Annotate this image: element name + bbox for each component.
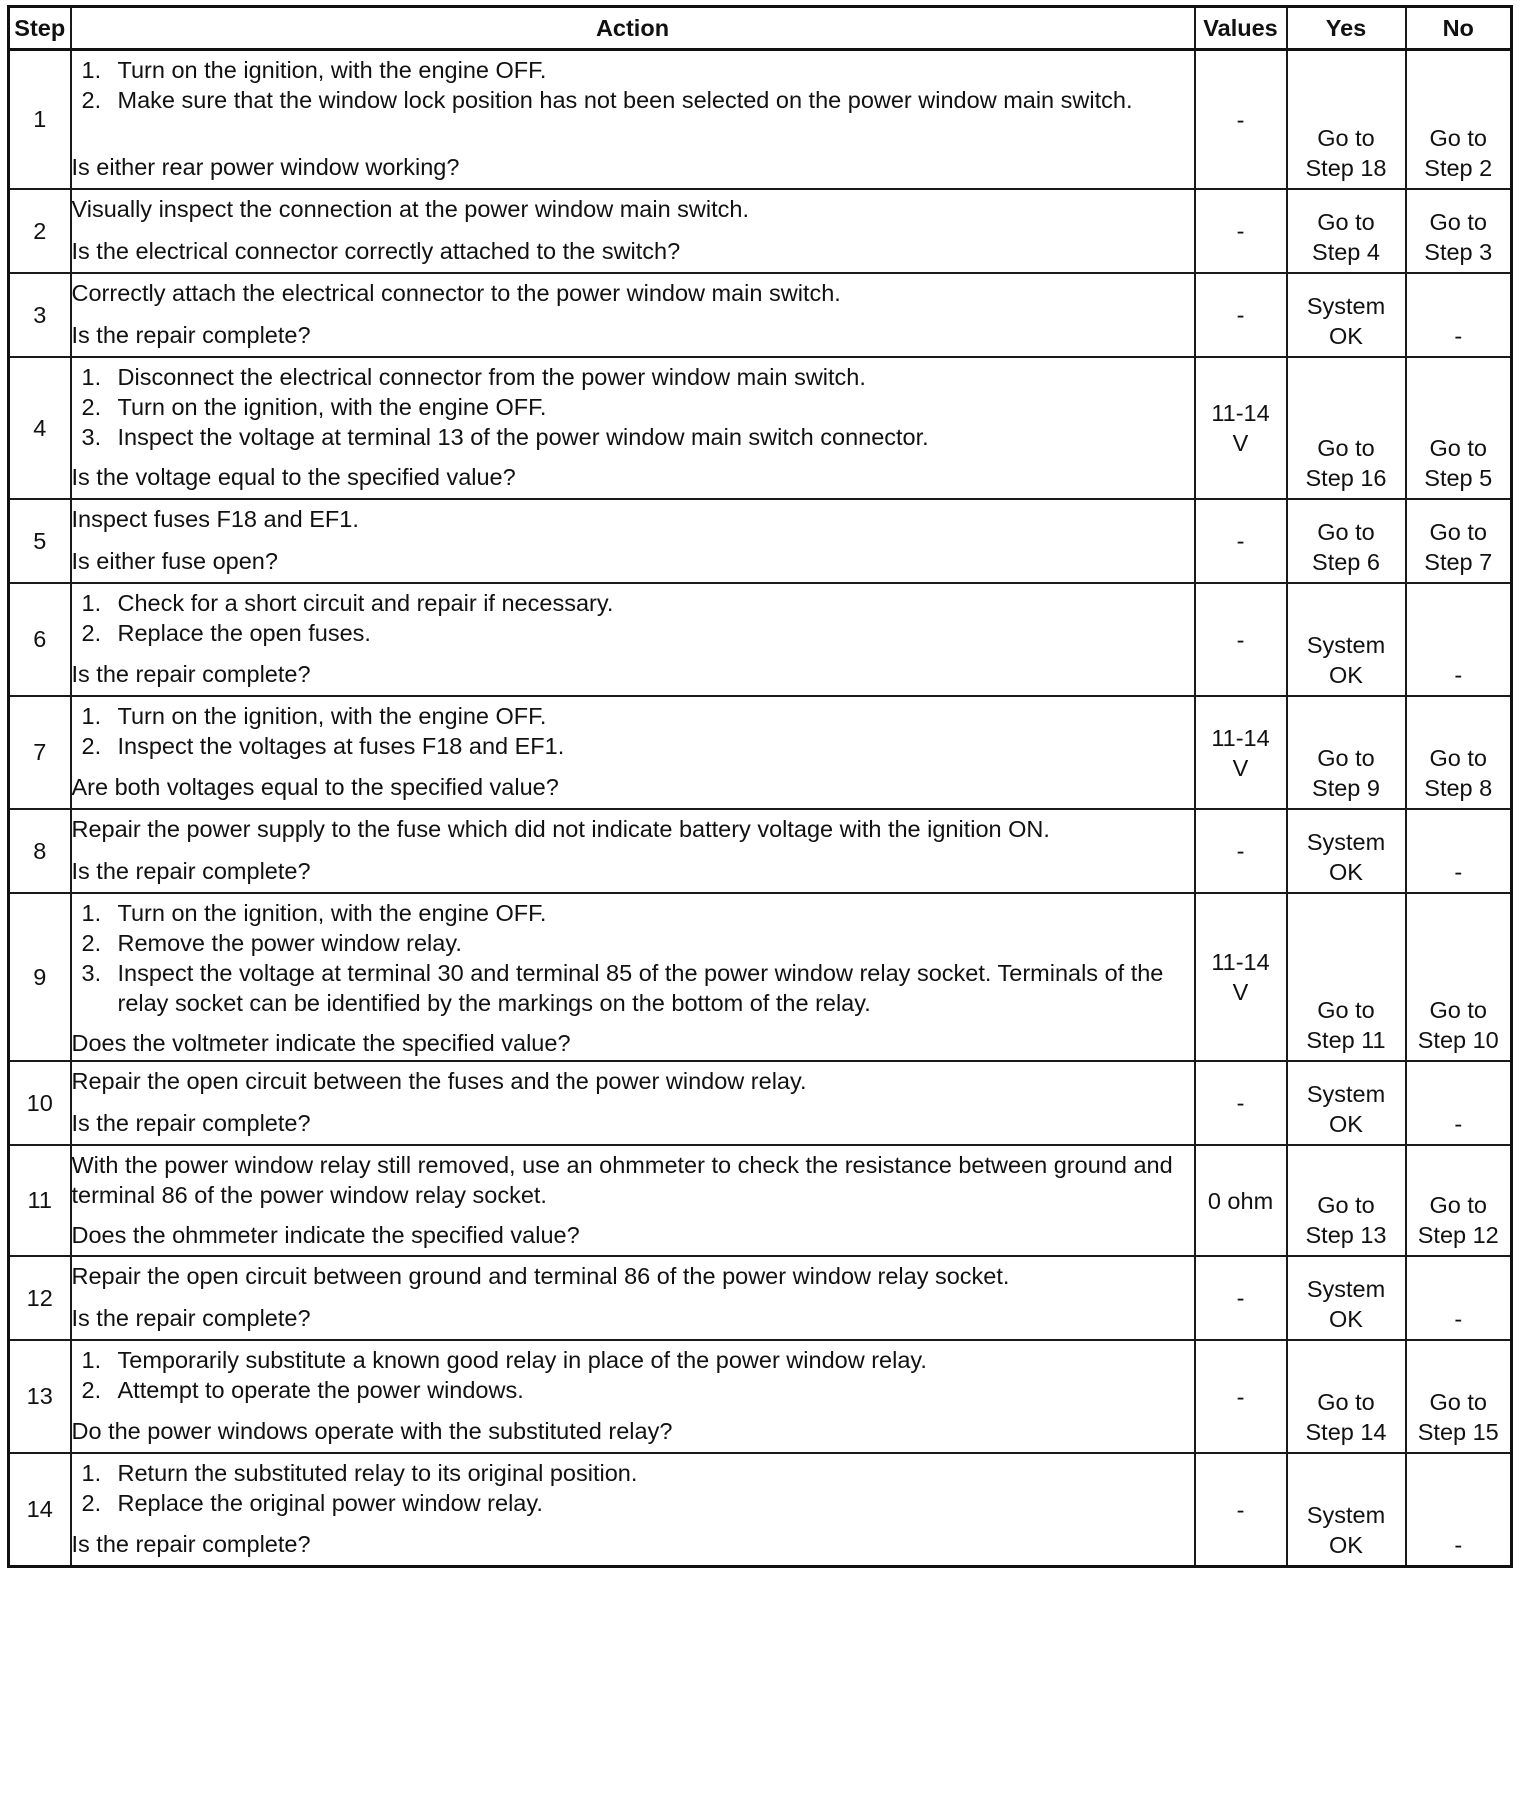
table-row [9,1145,1512,1256]
no-result: - [1454,323,1463,349]
question-text: Is the repair complete? [71,1305,311,1331]
instruction-item: Inspect the voltages at fuses F18 and EF1. [117,733,565,759]
step-number: 12 [9,1256,71,1340]
instruction-text: Repair the power supply to the fuse which did not indicate battery voltage with the ignition ON. [71,816,1050,842]
question-text: Is the voltage equal to the specified value? [71,464,516,490]
yes-cell [1287,1061,1406,1145]
instruction-item: Check for a short circuit and repair if necessary. [117,590,614,616]
table-row [9,809,1512,893]
specified-value: - [1236,626,1245,653]
instruction-list [72,362,1194,452]
action-cell [71,1061,1195,1145]
instruction-item: Replace the open fuses. [117,620,371,646]
instruction-item: Return the substituted relay to its original position. [117,1460,638,1486]
specified-value: 11-14 V [1211,400,1270,456]
instruction-text: Inspect fuses F18 and EF1. [71,506,359,532]
step-number: 8 [9,809,71,893]
step-number: 14 [9,1453,71,1567]
header-yes: Yes [1287,7,1406,50]
yes-cell [1287,1453,1406,1567]
no-cell [1406,1061,1512,1145]
no-cell [1406,809,1512,893]
action-cell [71,189,1195,273]
action-cell [71,809,1195,893]
value-cell [1195,1453,1287,1567]
yes-cell [1287,893,1406,1061]
yes-result: System OK [1306,1081,1386,1137]
header-values: Values [1195,7,1287,50]
step-number: 13 [9,1340,71,1453]
no-result: - [1454,1111,1463,1137]
action-cell [71,1145,1195,1256]
table-row [9,1340,1512,1453]
action-content [72,1454,1194,1565]
step-number: 10 [9,1061,71,1145]
action-instructions [72,1150,1194,1210]
no-result: - [1454,662,1463,688]
yes-result: System OK [1306,1276,1386,1332]
question-text: Is the electrical connector correctly attached to the switch? [71,238,681,264]
no-cell [1406,696,1512,809]
yes-result: System OK [1306,632,1386,688]
table-row [9,583,1512,696]
specified-value: - [1236,528,1245,554]
instruction-item: Turn on the ignition, with the engine OFF. [117,57,547,83]
action-cell [71,1453,1195,1567]
header-no: No [1406,7,1512,50]
table-body [9,50,1512,1567]
diagnostic-table [7,5,1513,1568]
header-step: Step [9,7,71,50]
table-row [9,499,1512,583]
value-cell [1195,809,1287,893]
step-number: 7 [9,696,71,809]
action-content [72,190,1194,272]
action-cell [71,696,1195,809]
yes-cell [1287,499,1406,583]
action-cell [71,583,1195,696]
action-content [72,358,1194,498]
no-result: - [1454,1532,1463,1558]
action-instructions [72,1066,1194,1096]
table-row [9,50,1512,190]
action-content [72,51,1194,188]
yes-cell [1287,273,1406,357]
specified-value: - [1236,106,1245,133]
instruction-item: Attempt to operate the power windows. [117,1377,524,1403]
table-row [9,273,1512,357]
value-cell [1195,1340,1287,1453]
action-instructions [72,814,1194,844]
yes-cell [1287,1145,1406,1256]
step-number: 4 [9,357,71,499]
action-content [72,810,1194,892]
yes-cell [1287,50,1406,190]
no-cell [1406,50,1512,190]
no-cell [1406,583,1512,696]
value-cell [1195,189,1287,273]
step-number: 3 [9,273,71,357]
specified-value: - [1236,838,1245,864]
no-result: - [1454,859,1463,885]
no-result: Go to Step 15 [1417,1389,1499,1445]
step-number: 6 [9,583,71,696]
action-instructions [72,898,1194,1018]
value-cell [1195,499,1287,583]
specified-value: - [1236,1383,1245,1410]
yes-cell [1287,583,1406,696]
action-cell [71,50,1195,190]
value-cell [1195,1061,1287,1145]
value-cell [1195,1256,1287,1340]
yes-cell [1287,357,1406,499]
action-cell [71,893,1195,1061]
no-cell [1406,273,1512,357]
question-text: Is the repair complete? [71,1531,311,1557]
no-cell [1406,189,1512,273]
no-result: Go to Step 7 [1424,519,1493,575]
specified-value: 11-14 V [1211,949,1270,1005]
specified-value: 0 ohm [1207,1187,1274,1214]
question-text: Are both voltages equal to the specified value? [71,774,559,800]
instruction-text: Correctly attach the electrical connector to the power window main switch. [71,280,841,306]
action-instructions [72,362,1194,452]
instruction-item: Inspect the voltage at terminal 30 and terminal 85 of the power window relay socket. Terminals of the relay socket can be identified by the markings on the bottom of the relay. [117,960,1164,1016]
no-cell [1406,1340,1512,1453]
yes-result: System OK [1306,1502,1386,1558]
instruction-list [72,588,1194,648]
yes-result: Go to Step 16 [1305,435,1387,491]
question-text: Is the repair complete? [71,661,311,687]
yes-cell [1287,1340,1406,1453]
action-cell [71,1256,1195,1340]
table-row [9,1061,1512,1145]
yes-result: Go to Step 14 [1305,1389,1387,1445]
value-cell [1195,1145,1287,1256]
value-cell [1195,273,1287,357]
action-instructions [72,194,1194,224]
no-cell [1406,357,1512,499]
yes-cell [1287,1256,1406,1340]
table-row [9,357,1512,499]
question-text: Is the repair complete? [71,1110,311,1136]
value-cell [1195,583,1287,696]
action-instructions [72,278,1194,308]
yes-result: Go to Step 6 [1312,519,1380,575]
no-cell [1406,1256,1512,1340]
no-result: Go to Step 3 [1424,209,1493,265]
yes-result: Go to Step 18 [1305,125,1387,181]
action-content [72,500,1194,582]
instruction-text: Visually inspect the connection at the power window main switch. [71,196,750,222]
step-number: 1 [9,50,71,190]
specified-value: - [1236,302,1245,328]
action-content [72,894,1194,1060]
question-text: Is the repair complete? [71,858,311,884]
yes-cell [1287,809,1406,893]
step-number: 5 [9,499,71,583]
specified-value: - [1236,218,1245,244]
question-text: Is the repair complete? [71,322,311,348]
action-instructions [72,588,1194,648]
no-result: Go to Step 12 [1417,1192,1499,1248]
instruction-item: Inspect the voltage at terminal 13 of the power window main switch connector. [117,424,929,450]
action-instructions [72,701,1194,761]
instruction-item: Temporarily substitute a known good relay in place of the power window relay. [117,1347,927,1373]
yes-result: System OK [1306,829,1386,885]
instruction-item: Replace the original power window relay. [117,1490,543,1516]
action-content [72,1062,1194,1144]
table-row [9,696,1512,809]
specified-value: 11-14 V [1211,724,1270,781]
value-cell [1195,357,1287,499]
no-cell [1406,499,1512,583]
action-instructions [72,1458,1194,1518]
instruction-list [72,701,1194,761]
instruction-item: Turn on the ignition, with the engine OFF. [117,900,547,926]
no-result: Go to Step 10 [1417,997,1499,1053]
question-text: Is either fuse open? [71,548,278,574]
value-cell [1195,50,1287,190]
specified-value: - [1236,1496,1245,1523]
instruction-item: Turn on the ignition, with the engine OFF. [117,394,547,420]
no-result: Go to Step 8 [1424,745,1493,801]
action-content [72,1257,1194,1339]
question-text: Do the power windows operate with the substituted relay? [71,1418,673,1444]
table-row [9,1256,1512,1340]
action-instructions [72,504,1194,534]
no-cell [1406,1145,1512,1256]
action-cell [71,1340,1195,1453]
instruction-list [72,898,1194,1018]
instruction-text: Repair the open circuit between the fuses and the power window relay. [71,1068,807,1094]
instruction-item: Make sure that the window lock position has not been selected on the power window main switch. [117,87,1133,113]
action-cell [71,499,1195,583]
yes-result: Go to Step 9 [1312,745,1380,801]
yes-result: Go to Step 11 [1306,997,1386,1053]
no-result: Go to Step 5 [1424,435,1493,491]
table-row [9,1453,1512,1567]
yes-result: Go to Step 13 [1305,1192,1387,1248]
instruction-text: Repair the open circuit between ground and terminal 86 of the power window relay socket. [71,1263,1010,1289]
action-instructions [72,55,1194,115]
yes-result: Go to Step 4 [1312,209,1380,265]
action-cell [71,357,1195,499]
no-result: Go to Step 2 [1424,125,1493,181]
action-cell [71,273,1195,357]
yes-cell [1287,189,1406,273]
table-row [9,893,1512,1061]
instruction-text: With the power window relay still removed, use an ohmmeter to check the resistance between ground and terminal 86 of the power window relay socket. [71,1152,1173,1208]
action-instructions [72,1261,1194,1291]
value-cell [1195,696,1287,809]
specified-value: - [1236,1090,1245,1116]
yes-result: System OK [1306,293,1386,349]
header-row [9,7,1512,50]
action-instructions [72,1345,1194,1405]
question-text: Does the voltmeter indicate the specified value? [71,1030,571,1056]
no-cell [1406,893,1512,1061]
step-number: 2 [9,189,71,273]
instruction-item: Disconnect the electrical connector from the power window main switch. [117,364,866,390]
value-cell [1195,893,1287,1061]
yes-cell [1287,696,1406,809]
specified-value: - [1236,1285,1245,1311]
no-result: - [1454,1306,1463,1332]
table-row [9,189,1512,273]
action-content [72,584,1194,695]
instruction-list [72,1345,1194,1405]
action-content [72,1146,1194,1255]
instruction-list [72,1458,1194,1518]
instruction-list [72,55,1194,115]
header-action: Action [71,7,1195,50]
action-content [72,1341,1194,1452]
question-text: Does the ohmmeter indicate the specified value? [71,1222,580,1248]
step-number: 11 [9,1145,71,1256]
instruction-item: Remove the power window relay. [117,930,462,956]
step-number: 9 [9,893,71,1061]
question-text: Is either rear power window working? [71,154,460,180]
action-content [72,697,1194,808]
instruction-item: Turn on the ignition, with the engine OFF. [117,703,547,729]
action-content [72,274,1194,356]
no-cell [1406,1453,1512,1567]
